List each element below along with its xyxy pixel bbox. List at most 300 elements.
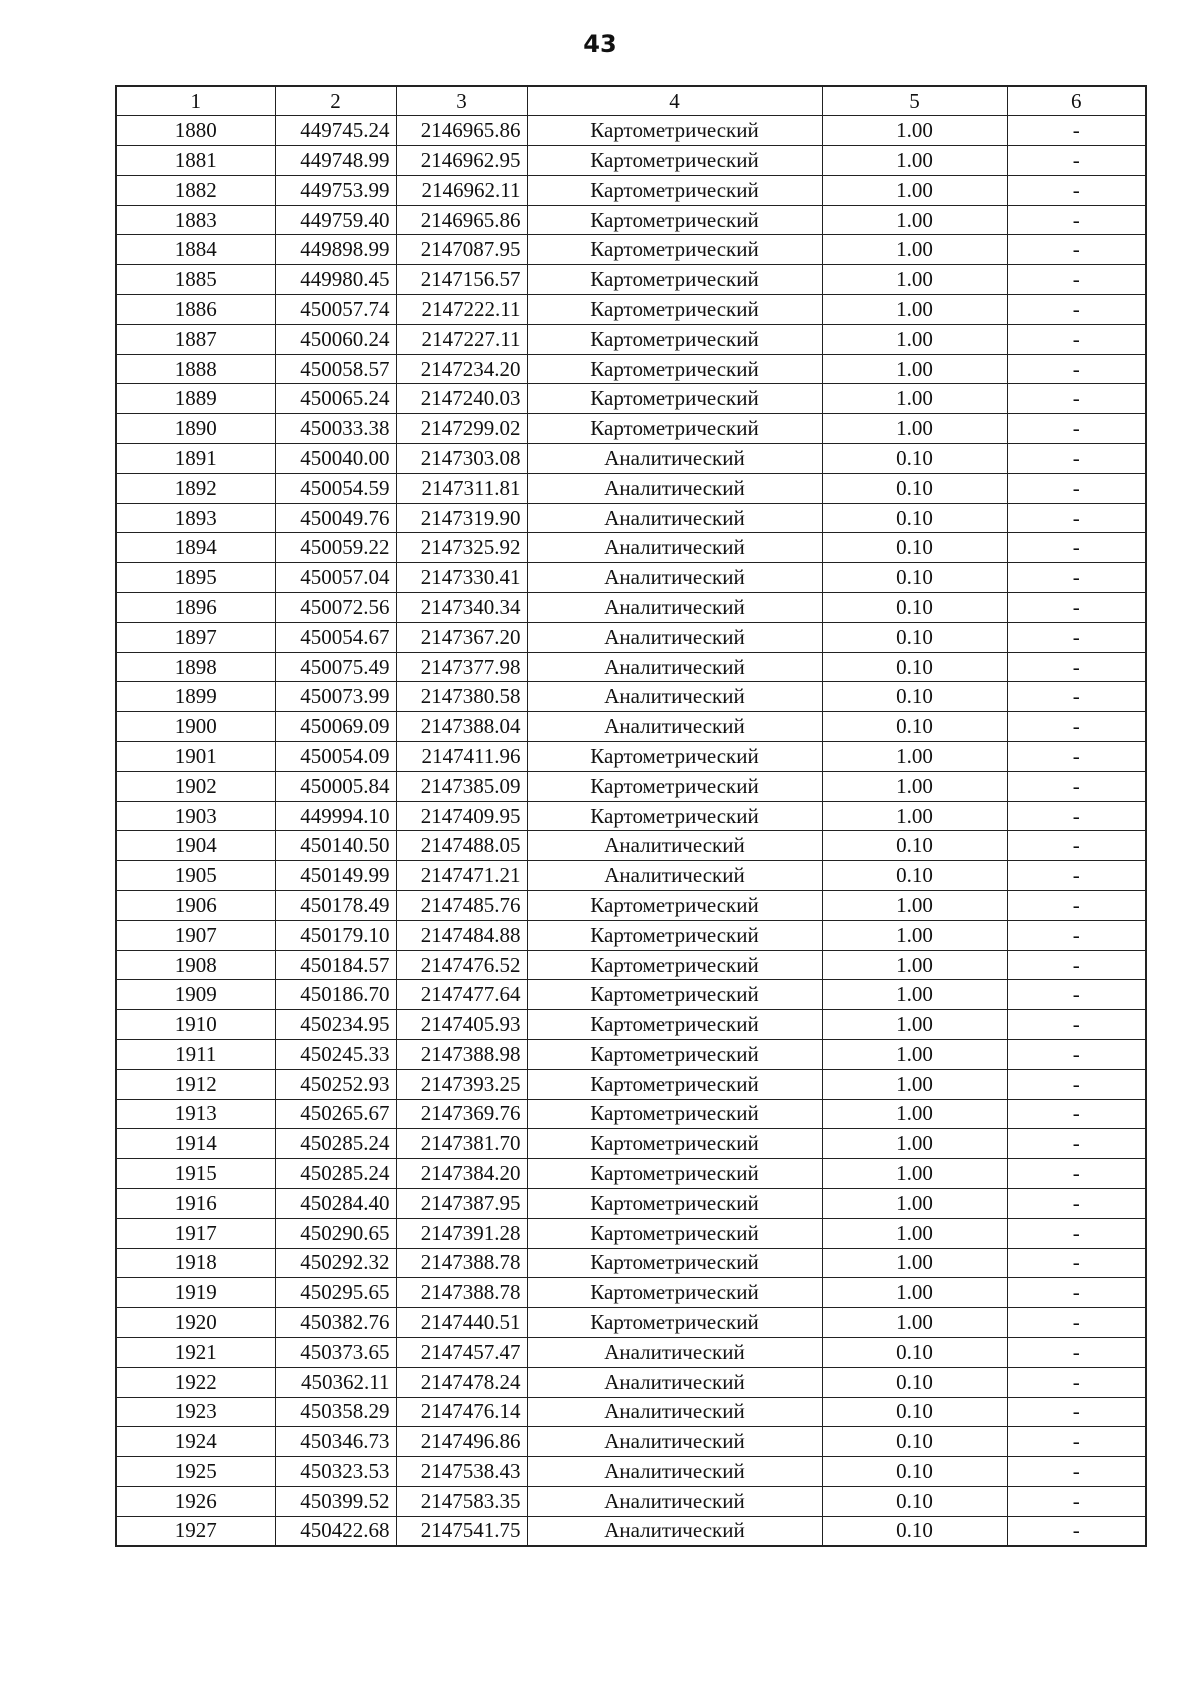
point-number-cell: 1921: [116, 1337, 275, 1367]
table-row: [116, 295, 1146, 325]
description-cell: -: [1007, 1129, 1146, 1159]
x-coordinate-cell: 450054.59: [275, 473, 396, 503]
x-coordinate-cell: 450373.65: [275, 1337, 396, 1367]
y-coordinate-cell: 2147485.76: [396, 891, 527, 921]
table-row: [116, 1397, 1146, 1427]
table-row: [116, 742, 1146, 772]
y-coordinate-cell: 2147380.58: [396, 682, 527, 712]
x-coordinate-cell: 450054.09: [275, 742, 396, 772]
y-coordinate-cell: 2147325.92: [396, 533, 527, 563]
point-number-cell: 1882: [116, 175, 275, 205]
table-row: [116, 1367, 1146, 1397]
accuracy-cell: 1.00: [822, 384, 1007, 414]
point-number-cell: 1911: [116, 1040, 275, 1070]
description-cell: -: [1007, 503, 1146, 533]
method-cell: Аналитический: [527, 831, 822, 861]
x-coordinate-cell: 449748.99: [275, 146, 396, 176]
point-number-cell: 1917: [116, 1218, 275, 1248]
x-coordinate-cell: 450149.99: [275, 861, 396, 891]
accuracy-cell: 1.00: [822, 205, 1007, 235]
description-cell: -: [1007, 1099, 1146, 1129]
table-row: [116, 771, 1146, 801]
method-cell: Картометрический: [527, 384, 822, 414]
x-coordinate-cell: 449898.99: [275, 235, 396, 265]
description-cell: -: [1007, 1278, 1146, 1308]
y-coordinate-cell: 2147488.05: [396, 831, 527, 861]
point-number-cell: 1912: [116, 1069, 275, 1099]
table-row: [116, 205, 1146, 235]
method-cell: Картометрический: [527, 1308, 822, 1338]
page-number: 43: [583, 30, 617, 58]
point-number-cell: 1909: [116, 980, 275, 1010]
table-row: [116, 116, 1146, 146]
point-number-cell: 1900: [116, 712, 275, 742]
x-coordinate-cell: 450069.09: [275, 712, 396, 742]
description-cell: -: [1007, 414, 1146, 444]
table-row: [116, 1248, 1146, 1278]
description-cell: -: [1007, 354, 1146, 384]
accuracy-cell: 0.10: [822, 444, 1007, 474]
accuracy-cell: 0.10: [822, 712, 1007, 742]
description-cell: -: [1007, 1367, 1146, 1397]
method-cell: Аналитический: [527, 1516, 822, 1546]
table-row: [116, 712, 1146, 742]
point-number-cell: 1918: [116, 1248, 275, 1278]
accuracy-cell: 1.00: [822, 1308, 1007, 1338]
y-coordinate-cell: 2147240.03: [396, 384, 527, 414]
y-coordinate-cell: 2147393.25: [396, 1069, 527, 1099]
x-coordinate-cell: 449994.10: [275, 801, 396, 831]
table-row: [116, 1099, 1146, 1129]
header-cell-method: 4: [527, 86, 822, 116]
accuracy-cell: 1.00: [822, 414, 1007, 444]
header-cell-x: 2: [275, 86, 396, 116]
description-cell: -: [1007, 980, 1146, 1010]
method-cell: Картометрический: [527, 1129, 822, 1159]
method-cell: Картометрический: [527, 1040, 822, 1070]
y-coordinate-cell: 2147381.70: [396, 1129, 527, 1159]
description-cell: -: [1007, 1188, 1146, 1218]
accuracy-cell: 1.00: [822, 801, 1007, 831]
description-cell: -: [1007, 205, 1146, 235]
accuracy-cell: 1.00: [822, 1069, 1007, 1099]
point-number-cell: 1906: [116, 891, 275, 921]
description-cell: -: [1007, 384, 1146, 414]
accuracy-cell: 0.10: [822, 1397, 1007, 1427]
table-row: [116, 801, 1146, 831]
table-row: [116, 444, 1146, 474]
description-cell: -: [1007, 712, 1146, 742]
description-cell: -: [1007, 652, 1146, 682]
method-cell: Картометрический: [527, 1159, 822, 1189]
accuracy-cell: 1.00: [822, 146, 1007, 176]
y-coordinate-cell: 2147476.52: [396, 950, 527, 980]
x-coordinate-cell: 450040.00: [275, 444, 396, 474]
y-coordinate-cell: 2147484.88: [396, 920, 527, 950]
point-number-cell: 1919: [116, 1278, 275, 1308]
x-coordinate-cell: 450284.40: [275, 1188, 396, 1218]
description-cell: -: [1007, 1218, 1146, 1248]
accuracy-cell: 0.10: [822, 861, 1007, 891]
y-coordinate-cell: 2147391.28: [396, 1218, 527, 1248]
point-number-cell: 1881: [116, 146, 275, 176]
method-cell: Картометрический: [527, 801, 822, 831]
accuracy-cell: 1.00: [822, 235, 1007, 265]
description-cell: -: [1007, 175, 1146, 205]
method-cell: Картометрический: [527, 1278, 822, 1308]
point-number-cell: 1910: [116, 1010, 275, 1040]
accuracy-cell: 0.10: [822, 1367, 1007, 1397]
table-row: [116, 1308, 1146, 1338]
point-number-cell: 1894: [116, 533, 275, 563]
point-number-cell: 1916: [116, 1188, 275, 1218]
x-coordinate-cell: 450058.57: [275, 354, 396, 384]
table-row: [116, 920, 1146, 950]
y-coordinate-cell: 2147234.20: [396, 354, 527, 384]
x-coordinate-cell: 450186.70: [275, 980, 396, 1010]
description-cell: -: [1007, 1486, 1146, 1516]
point-number-cell: 1920: [116, 1308, 275, 1338]
table-row: [116, 235, 1146, 265]
y-coordinate-cell: 2147387.95: [396, 1188, 527, 1218]
x-coordinate-cell: 450290.65: [275, 1218, 396, 1248]
point-number-cell: 1889: [116, 384, 275, 414]
accuracy-cell: 0.10: [822, 652, 1007, 682]
accuracy-cell: 1.00: [822, 1159, 1007, 1189]
x-coordinate-cell: 450060.24: [275, 324, 396, 354]
method-cell: Картометрический: [527, 950, 822, 980]
x-coordinate-cell: 450005.84: [275, 771, 396, 801]
x-coordinate-cell: 450033.38: [275, 414, 396, 444]
x-coordinate-cell: 450346.73: [275, 1427, 396, 1457]
y-coordinate-cell: 2147477.64: [396, 980, 527, 1010]
table-row: [116, 1218, 1146, 1248]
y-coordinate-cell: 2147541.75: [396, 1516, 527, 1546]
y-coordinate-cell: 2147303.08: [396, 444, 527, 474]
y-coordinate-cell: 2147583.35: [396, 1486, 527, 1516]
method-cell: Картометрический: [527, 742, 822, 772]
description-cell: -: [1007, 533, 1146, 563]
point-number-cell: 1895: [116, 563, 275, 593]
header-cell-description: 6: [1007, 86, 1146, 116]
point-number-cell: 1927: [116, 1516, 275, 1546]
point-number-cell: 1907: [116, 920, 275, 950]
x-coordinate-cell: 450323.53: [275, 1457, 396, 1487]
method-cell: Аналитический: [527, 712, 822, 742]
point-number-cell: 1885: [116, 265, 275, 295]
y-coordinate-cell: 2147388.78: [396, 1248, 527, 1278]
description-cell: -: [1007, 831, 1146, 861]
accuracy-cell: 1.00: [822, 771, 1007, 801]
accuracy-cell: 1.00: [822, 1218, 1007, 1248]
method-cell: Аналитический: [527, 533, 822, 563]
accuracy-cell: 0.10: [822, 1516, 1007, 1546]
accuracy-cell: 1.00: [822, 1278, 1007, 1308]
table-row: [116, 1278, 1146, 1308]
point-number-cell: 1880: [116, 116, 275, 146]
description-cell: -: [1007, 563, 1146, 593]
description-cell: -: [1007, 1308, 1146, 1338]
x-coordinate-cell: 450399.52: [275, 1486, 396, 1516]
point-number-cell: 1897: [116, 622, 275, 652]
table-row: [116, 1040, 1146, 1070]
table-row: [116, 950, 1146, 980]
method-cell: Картометрический: [527, 1010, 822, 1040]
method-cell: Аналитический: [527, 1397, 822, 1427]
y-coordinate-cell: 2147087.95: [396, 235, 527, 265]
x-coordinate-cell: 450234.95: [275, 1010, 396, 1040]
accuracy-cell: 0.10: [822, 1337, 1007, 1367]
description-cell: -: [1007, 1159, 1146, 1189]
table-row: [116, 563, 1146, 593]
table-row: [116, 861, 1146, 891]
x-coordinate-cell: 450295.65: [275, 1278, 396, 1308]
point-number-cell: 1898: [116, 652, 275, 682]
method-cell: Аналитический: [527, 1337, 822, 1367]
point-number-cell: 1926: [116, 1486, 275, 1516]
description-cell: -: [1007, 801, 1146, 831]
description-cell: -: [1007, 1010, 1146, 1040]
method-cell: Картометрический: [527, 414, 822, 444]
description-cell: -: [1007, 682, 1146, 712]
y-coordinate-cell: 2147340.34: [396, 593, 527, 623]
description-cell: -: [1007, 1069, 1146, 1099]
point-number-cell: 1922: [116, 1367, 275, 1397]
description-cell: -: [1007, 742, 1146, 772]
accuracy-cell: 1.00: [822, 980, 1007, 1010]
description-cell: -: [1007, 771, 1146, 801]
accuracy-cell: 1.00: [822, 324, 1007, 354]
x-coordinate-cell: 450184.57: [275, 950, 396, 980]
description-cell: -: [1007, 1427, 1146, 1457]
point-number-cell: 1914: [116, 1129, 275, 1159]
description-cell: -: [1007, 920, 1146, 950]
header-cell-accuracy: 5: [822, 86, 1007, 116]
method-cell: Картометрический: [527, 1099, 822, 1129]
y-coordinate-cell: 2147369.76: [396, 1099, 527, 1129]
method-cell: Картометрический: [527, 771, 822, 801]
y-coordinate-cell: 2147388.78: [396, 1278, 527, 1308]
accuracy-cell: 1.00: [822, 1010, 1007, 1040]
y-coordinate-cell: 2147311.81: [396, 473, 527, 503]
method-cell: Картометрический: [527, 324, 822, 354]
method-cell: Аналитический: [527, 1367, 822, 1397]
y-coordinate-cell: 2147388.04: [396, 712, 527, 742]
accuracy-cell: 1.00: [822, 920, 1007, 950]
header-row: [116, 86, 1146, 116]
method-cell: Аналитический: [527, 861, 822, 891]
method-cell: Картометрический: [527, 265, 822, 295]
x-coordinate-cell: 450073.99: [275, 682, 396, 712]
x-coordinate-cell: 450358.29: [275, 1397, 396, 1427]
x-coordinate-cell: 450245.33: [275, 1040, 396, 1070]
x-coordinate-cell: 450252.93: [275, 1069, 396, 1099]
accuracy-cell: 0.10: [822, 503, 1007, 533]
method-cell: Аналитический: [527, 473, 822, 503]
accuracy-cell: 0.10: [822, 831, 1007, 861]
table-row: [116, 1486, 1146, 1516]
accuracy-cell: 0.10: [822, 593, 1007, 623]
y-coordinate-cell: 2147319.90: [396, 503, 527, 533]
accuracy-cell: 1.00: [822, 891, 1007, 921]
description-cell: -: [1007, 1397, 1146, 1427]
method-cell: Аналитический: [527, 593, 822, 623]
header-cell-point-number: 1: [116, 86, 275, 116]
description-cell: -: [1007, 473, 1146, 503]
point-number-cell: 1890: [116, 414, 275, 444]
method-cell: Аналитический: [527, 444, 822, 474]
y-coordinate-cell: 2147440.51: [396, 1308, 527, 1338]
method-cell: Аналитический: [527, 1427, 822, 1457]
y-coordinate-cell: 2147299.02: [396, 414, 527, 444]
point-number-cell: 1892: [116, 473, 275, 503]
table-row: [116, 1188, 1146, 1218]
y-coordinate-cell: 2147367.20: [396, 622, 527, 652]
y-coordinate-cell: 2147476.14: [396, 1397, 527, 1427]
table-row: [116, 324, 1146, 354]
point-number-cell: 1887: [116, 324, 275, 354]
description-cell: -: [1007, 146, 1146, 176]
x-coordinate-cell: 450422.68: [275, 1516, 396, 1546]
method-cell: Аналитический: [527, 682, 822, 712]
accuracy-cell: 0.10: [822, 1486, 1007, 1516]
description-cell: -: [1007, 1516, 1146, 1546]
description-cell: -: [1007, 1337, 1146, 1367]
header-cell-y: 3: [396, 86, 527, 116]
method-cell: Аналитический: [527, 1457, 822, 1487]
x-coordinate-cell: 450057.74: [275, 295, 396, 325]
accuracy-cell: 1.00: [822, 950, 1007, 980]
method-cell: Аналитический: [527, 503, 822, 533]
table-row: [116, 1457, 1146, 1487]
table-row: [116, 593, 1146, 623]
accuracy-cell: 0.10: [822, 1457, 1007, 1487]
description-cell: -: [1007, 1248, 1146, 1278]
point-number-cell: 1888: [116, 354, 275, 384]
point-number-cell: 1901: [116, 742, 275, 772]
description-cell: -: [1007, 1040, 1146, 1070]
description-cell: -: [1007, 295, 1146, 325]
table-row: [116, 473, 1146, 503]
x-coordinate-cell: 450292.32: [275, 1248, 396, 1278]
point-number-cell: 1925: [116, 1457, 275, 1487]
x-coordinate-cell: 450049.76: [275, 503, 396, 533]
description-cell: -: [1007, 444, 1146, 474]
table-row: [116, 1069, 1146, 1099]
y-coordinate-cell: 2147411.96: [396, 742, 527, 772]
point-number-cell: 1924: [116, 1427, 275, 1457]
point-number-cell: 1905: [116, 861, 275, 891]
coordinates-table: [115, 85, 1147, 1547]
accuracy-cell: 0.10: [822, 473, 1007, 503]
accuracy-cell: 0.10: [822, 1427, 1007, 1457]
table-row: [116, 652, 1146, 682]
x-coordinate-cell: 449759.40: [275, 205, 396, 235]
point-number-cell: 1886: [116, 295, 275, 325]
table-row: [116, 414, 1146, 444]
table-row: [116, 980, 1146, 1010]
table-row: [116, 146, 1146, 176]
description-cell: -: [1007, 622, 1146, 652]
table-row: [116, 533, 1146, 563]
x-coordinate-cell: 450075.49: [275, 652, 396, 682]
accuracy-cell: 0.10: [822, 682, 1007, 712]
accuracy-cell: 1.00: [822, 1248, 1007, 1278]
y-coordinate-cell: 2147227.11: [396, 324, 527, 354]
table-row: [116, 175, 1146, 205]
table-row: [116, 1159, 1146, 1189]
table-row: [116, 1427, 1146, 1457]
description-cell: -: [1007, 265, 1146, 295]
x-coordinate-cell: 450054.67: [275, 622, 396, 652]
accuracy-cell: 1.00: [822, 116, 1007, 146]
point-number-cell: 1913: [116, 1099, 275, 1129]
description-cell: -: [1007, 861, 1146, 891]
y-coordinate-cell: 2147405.93: [396, 1010, 527, 1040]
y-coordinate-cell: 2146965.86: [396, 116, 527, 146]
x-coordinate-cell: 450285.24: [275, 1159, 396, 1189]
y-coordinate-cell: 2146965.86: [396, 205, 527, 235]
y-coordinate-cell: 2147409.95: [396, 801, 527, 831]
y-coordinate-cell: 2147384.20: [396, 1159, 527, 1189]
x-coordinate-cell: 450140.50: [275, 831, 396, 861]
method-cell: Картометрический: [527, 1069, 822, 1099]
point-number-cell: 1893: [116, 503, 275, 533]
method-cell: Картометрический: [527, 146, 822, 176]
point-number-cell: 1923: [116, 1397, 275, 1427]
table-row: [116, 1010, 1146, 1040]
point-number-cell: 1899: [116, 682, 275, 712]
description-cell: -: [1007, 324, 1146, 354]
table-row: [116, 622, 1146, 652]
x-coordinate-cell: 450179.10: [275, 920, 396, 950]
x-coordinate-cell: 450065.24: [275, 384, 396, 414]
point-number-cell: 1904: [116, 831, 275, 861]
y-coordinate-cell: 2147156.57: [396, 265, 527, 295]
x-coordinate-cell: 450072.56: [275, 593, 396, 623]
table-row: [116, 1129, 1146, 1159]
description-cell: -: [1007, 116, 1146, 146]
method-cell: Аналитический: [527, 652, 822, 682]
point-number-cell: 1902: [116, 771, 275, 801]
accuracy-cell: 1.00: [822, 1099, 1007, 1129]
y-coordinate-cell: 2147388.98: [396, 1040, 527, 1070]
accuracy-cell: 0.10: [822, 563, 1007, 593]
accuracy-cell: 1.00: [822, 1129, 1007, 1159]
y-coordinate-cell: 2147471.21: [396, 861, 527, 891]
accuracy-cell: 1.00: [822, 295, 1007, 325]
method-cell: Картометрический: [527, 1248, 822, 1278]
y-coordinate-cell: 2147478.24: [396, 1367, 527, 1397]
table-row: [116, 831, 1146, 861]
method-cell: Картометрический: [527, 891, 822, 921]
point-number-cell: 1884: [116, 235, 275, 265]
y-coordinate-cell: 2147496.86: [396, 1427, 527, 1457]
accuracy-cell: 1.00: [822, 1188, 1007, 1218]
point-number-cell: 1883: [116, 205, 275, 235]
accuracy-cell: 1.00: [822, 742, 1007, 772]
table-row: [116, 384, 1146, 414]
method-cell: Картометрический: [527, 354, 822, 384]
table-row: [116, 891, 1146, 921]
method-cell: Аналитический: [527, 622, 822, 652]
point-number-cell: 1896: [116, 593, 275, 623]
x-coordinate-cell: 450265.67: [275, 1099, 396, 1129]
y-coordinate-cell: 2147330.41: [396, 563, 527, 593]
table-row: [116, 1516, 1146, 1546]
accuracy-cell: 0.10: [822, 533, 1007, 563]
method-cell: Картометрический: [527, 920, 822, 950]
